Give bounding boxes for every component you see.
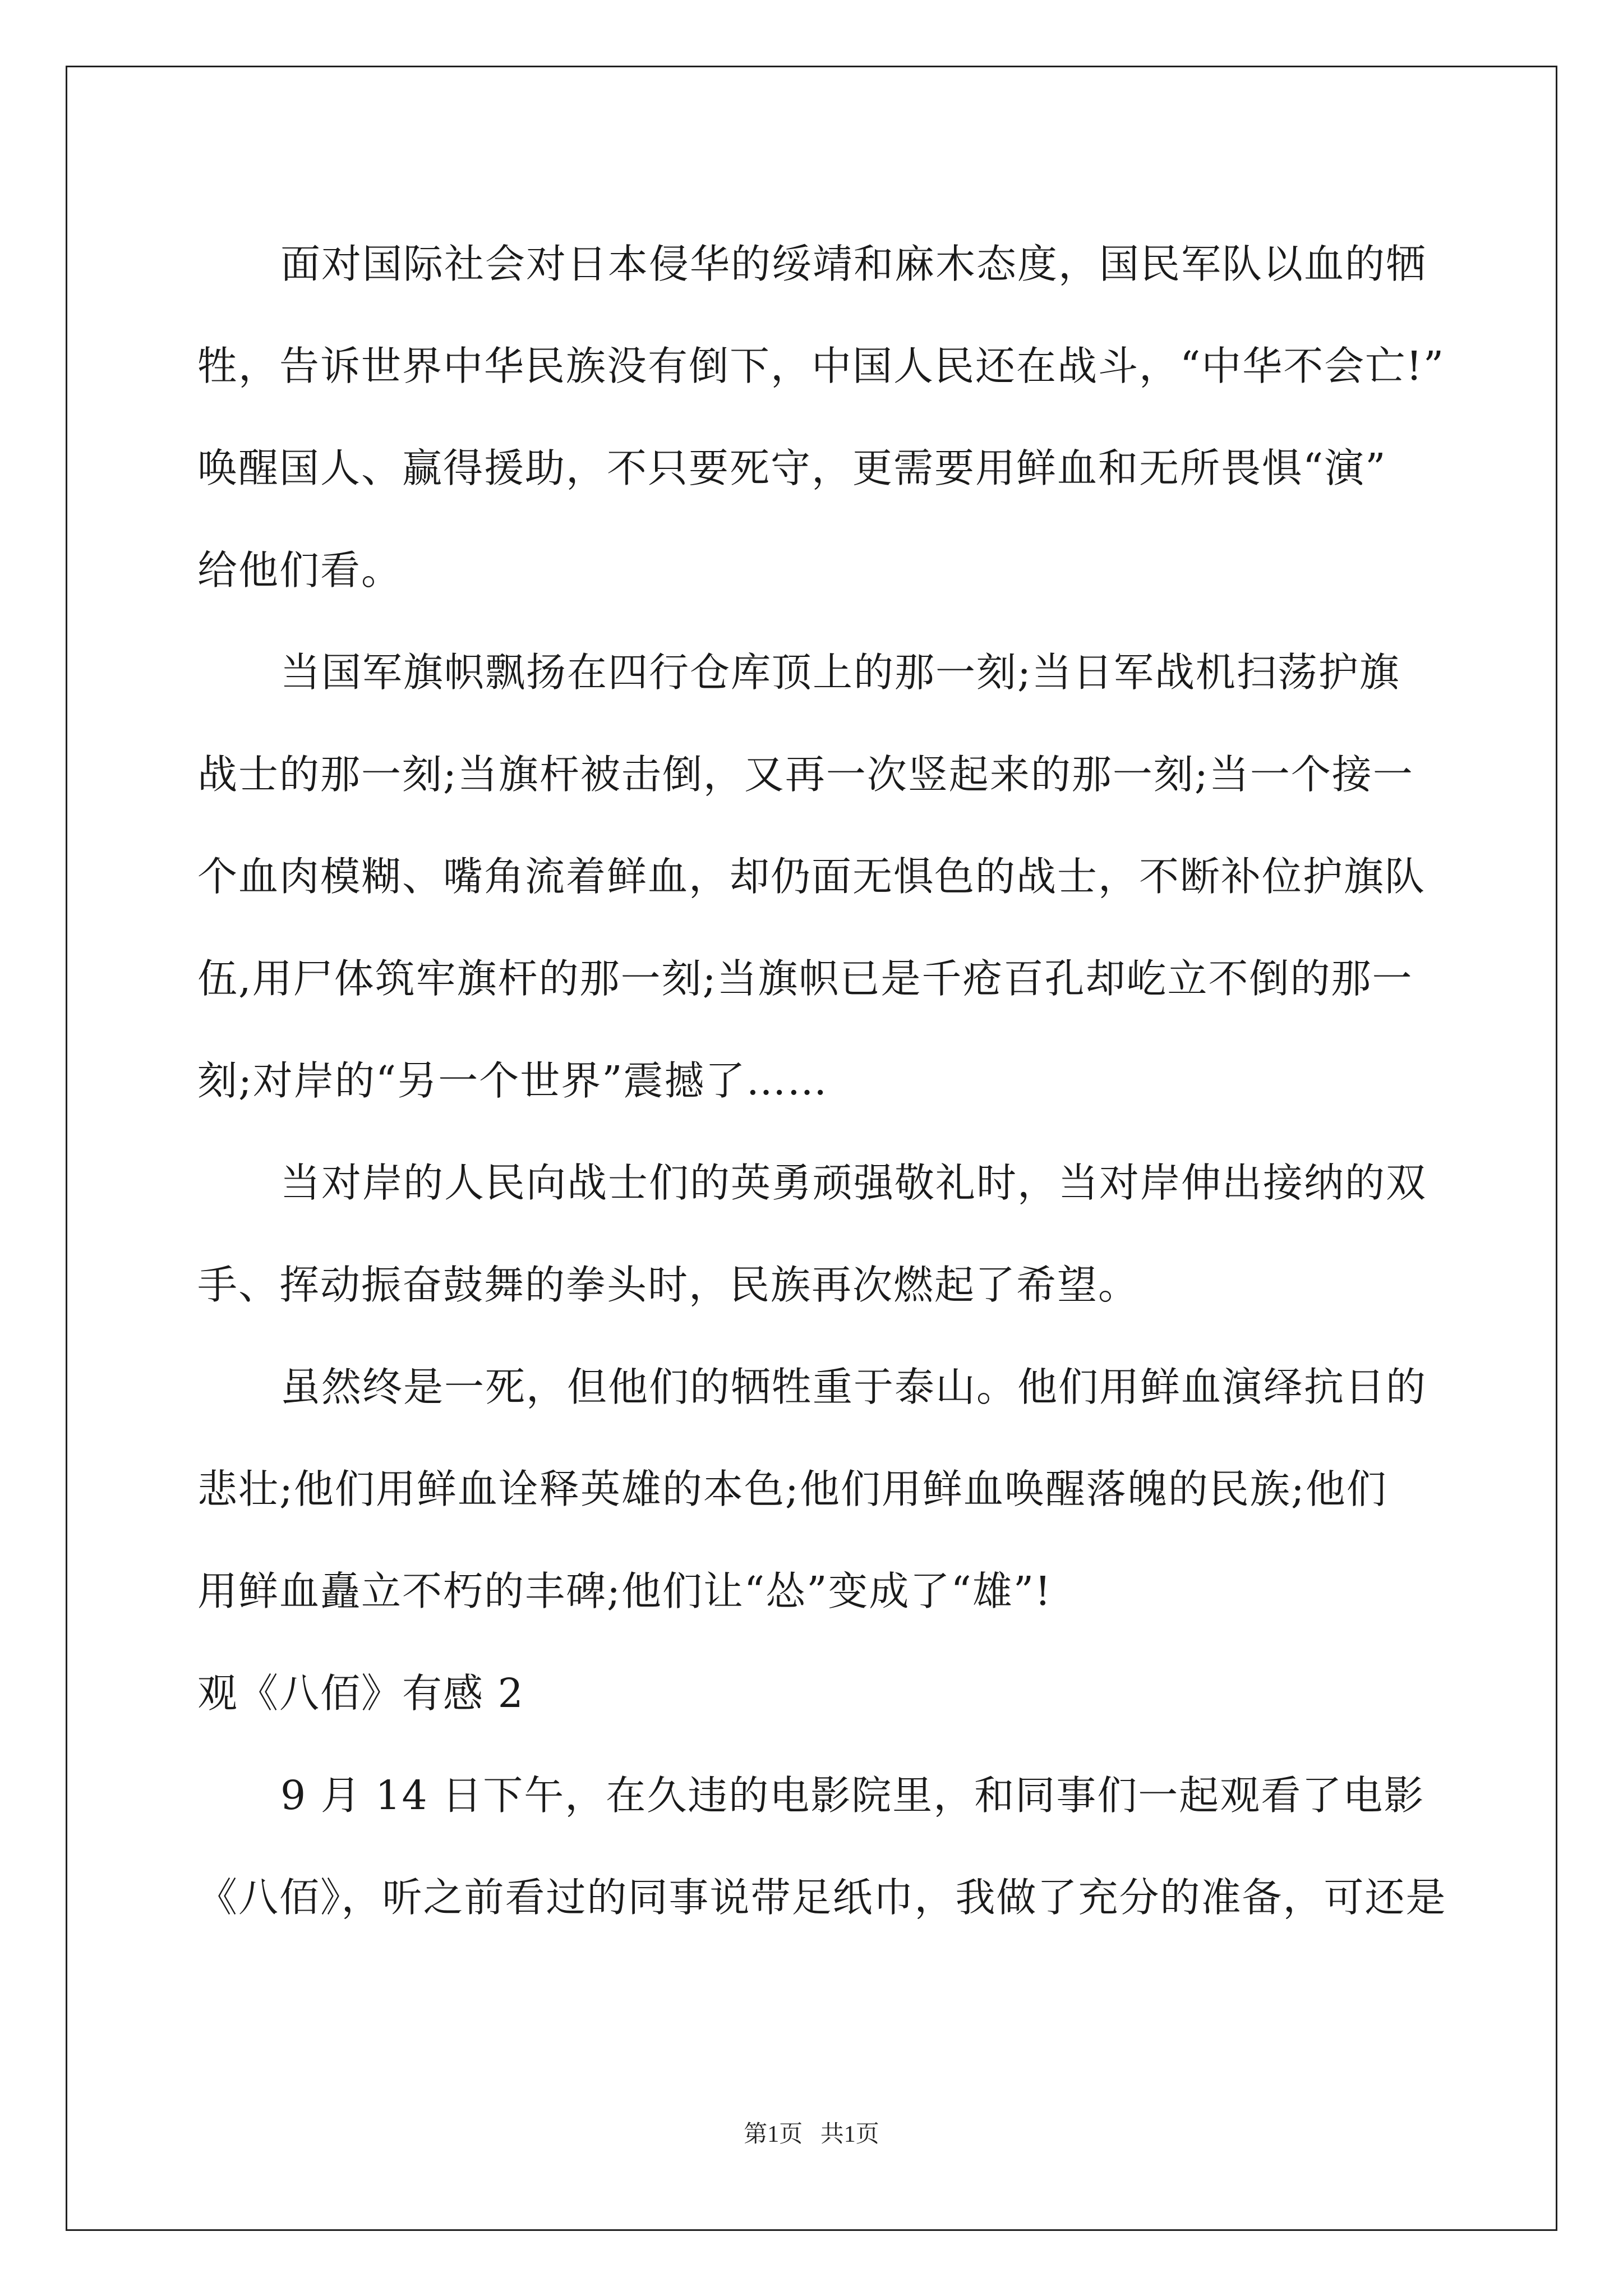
- text-line: 个血肉模糊、嘴角流着鲜血，却仍面无惧色的战士，不断补位护旗队: [197, 853, 1426, 900]
- text-line: 唤醒国人、赢得援助，不只要死守，更需要用鲜血和无所畏惧“演”: [197, 445, 1387, 491]
- text-line: 面对国际社会对日本侵华的绥靖和麻木态度，国民军队以血的牺: [280, 241, 1427, 287]
- text-line: 悲壮;他们用鲜血诠释英雄的本色;他们用鲜血唤醒落魄的民族;他们: [197, 1466, 1387, 1512]
- page-footer: [0, 2118, 1623, 2151]
- text-line: 刻;对岸的“另一个世界”震撼了……: [197, 1057, 828, 1104]
- text-line: 9 月 14 日下午，在久违的电影院里，和同事们一起观看了电影: [280, 1772, 1425, 1819]
- page-number-label: 第1页 共1页: [744, 2122, 879, 2147]
- text-line: 给他们看。: [197, 547, 403, 593]
- section-heading: 观《八佰》有感 2: [197, 1670, 524, 1717]
- paragraph-2: [197, 622, 1431, 1132]
- text-line: 牲，告诉世界中华民族没有倒下，中国人民还在战斗，“中华不会亡!”: [197, 343, 1445, 389]
- text-line: 《八佰》，听之前看过的同事说带足纸巾，我做了充分的准备，可还是: [197, 1874, 1447, 1921]
- text-line: 当对岸的人民向战士们的英勇顽强敬礼时，当对岸伸出接纳的双: [280, 1159, 1427, 1206]
- text-line: 战士的那一刻;当旗杆被击倒，又再一次竖起来的那一刻;当一个接一: [197, 751, 1414, 798]
- text-line: 当国军旗帜飘扬在四行仓库顶上的那一刻;当日军战机扫荡护旗: [280, 649, 1400, 696]
- text-line: 手、挥动振奋鼓舞的拳头时，民族再次燃起了希望。: [197, 1262, 1140, 1308]
- paragraph-5: [197, 1745, 1447, 1949]
- paragraph-1: [197, 213, 1445, 622]
- paragraph-4: [197, 1336, 1431, 1642]
- paragraph-3: [197, 1132, 1431, 1336]
- document-body: [197, 213, 1447, 1949]
- text-line: 虽然终是一死，但他们的牺牲重于泰山。他们用鲜血演绎抗日的: [280, 1364, 1427, 1410]
- text-line: 用鲜血矗立不朽的丰碑;他们让“怂”变成了“雄”!: [197, 1568, 1052, 1614]
- text-line: 伍,用尸体筑牢旗杆的那一刻;当旗帜已是千疮百孔却屹立不倒的那一: [197, 955, 1413, 1002]
